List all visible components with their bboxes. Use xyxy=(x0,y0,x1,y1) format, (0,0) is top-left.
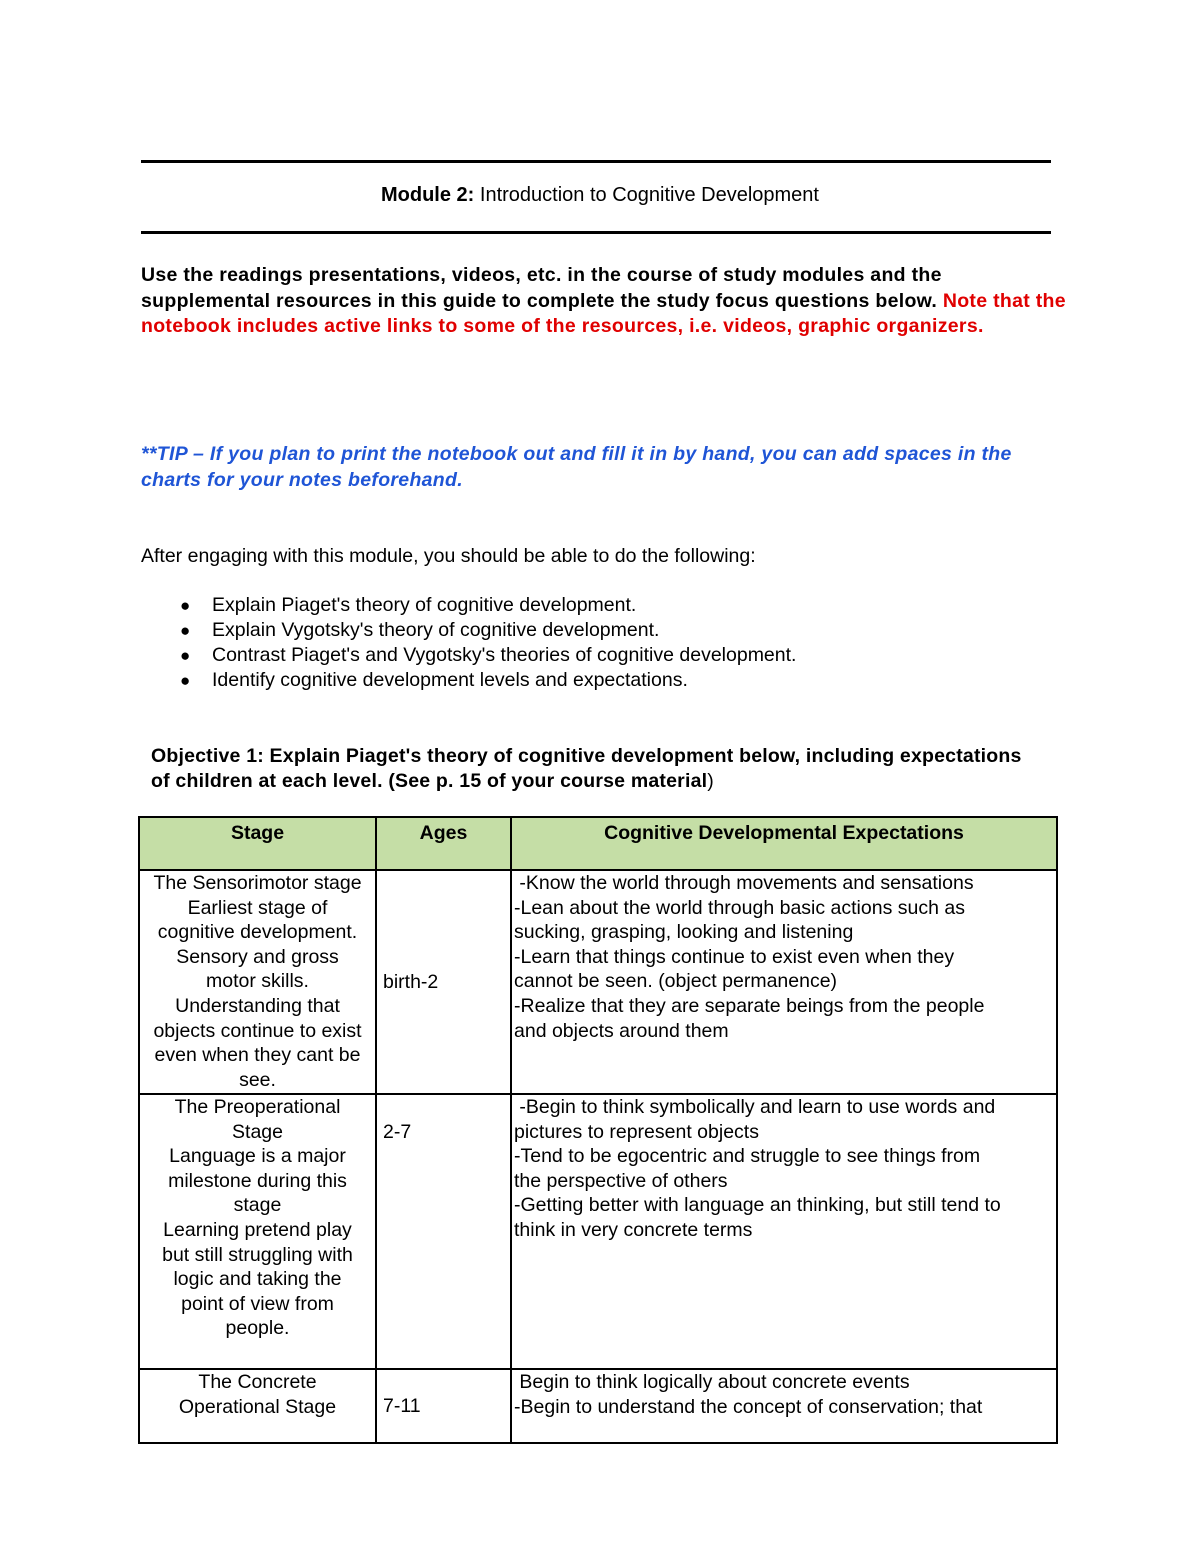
text-line: logic and taking the xyxy=(173,1268,342,1291)
objective-text: Contrast Piaget's and Vygotsky's theories of cognitive development. xyxy=(212,644,797,666)
stage-cell xyxy=(139,870,376,1094)
text-line: but still struggling with xyxy=(162,1243,353,1266)
objective-text: Identify cognitive development levels and expectations. xyxy=(212,669,688,691)
text-line: objects continue to exist xyxy=(153,1019,362,1042)
header-expectations: Cognitive Developmental Expectations xyxy=(511,817,1057,870)
expectations-cell xyxy=(511,1094,1057,1369)
text-line: -Begin to understand the concept of conservation; that xyxy=(514,1395,983,1418)
objective-text: Explain Piaget's theory of cognitive development. xyxy=(212,594,637,616)
expectations-text xyxy=(514,1095,1054,1243)
expectations-cell xyxy=(511,870,1057,1094)
text-line: The Preoperational xyxy=(174,1096,341,1118)
bottom-divider xyxy=(141,231,1051,234)
bullet-dot-icon: ● xyxy=(180,621,191,640)
text-line: the perspective of others xyxy=(514,1169,728,1192)
text-line: stage xyxy=(233,1194,282,1217)
text-line: -Realize that they are separate beings from the people xyxy=(514,994,985,1017)
header-stage: Stage xyxy=(139,817,376,870)
objectives-list xyxy=(141,593,796,693)
after-engaging-text: After engaging with this module, you should be able to do the following: xyxy=(141,545,756,567)
header-ages: Ages xyxy=(376,817,511,870)
bullet-dot-icon: ● xyxy=(180,671,191,690)
table-header-row xyxy=(139,817,1057,870)
text-line: point of view from xyxy=(181,1292,334,1315)
text-line: Language is a major xyxy=(169,1145,346,1168)
text-line: motor skills. xyxy=(206,970,309,993)
ages-cell: 2-7 xyxy=(376,1094,511,1369)
piaget-stages-table xyxy=(138,816,1058,1444)
text-line: cannot be seen. (object permanence) xyxy=(514,970,838,993)
text-line: even when they cant be xyxy=(154,1044,361,1067)
stage-cell xyxy=(139,1094,376,1369)
text-line: milestone during this xyxy=(168,1169,347,1192)
objective-1-text: Objective 1: Explain Piaget's theory of cognitive development below, including expectations of children at each level. (See p. 15 of your course material xyxy=(151,745,1022,792)
expectations-cell xyxy=(511,1369,1057,1443)
tip-paragraph: **TIP – If you plan to print the notebook out and fill it in by hand, you can add spaces in the charts for your notes beforehand. xyxy=(141,443,1012,491)
expectations-text xyxy=(514,1370,1054,1419)
table-row xyxy=(139,870,1057,1094)
expectations-text xyxy=(514,871,1054,1043)
text-line: see. xyxy=(239,1068,276,1091)
table-row xyxy=(139,1094,1057,1369)
text-line: Earliest stage of xyxy=(187,896,328,919)
text-line: -Getting better with language an thinking, but still tend to xyxy=(514,1194,1001,1217)
text-line: people. xyxy=(225,1317,290,1340)
stage-text xyxy=(140,1095,375,1341)
text-line: Operational Stage xyxy=(178,1395,337,1418)
intro-note: Note that the notebook includes active links to some of the resources, i.e. videos, graphic organizers. xyxy=(141,289,1066,337)
text-line: Understanding that xyxy=(175,994,340,1017)
table-row xyxy=(139,1369,1057,1443)
module-label: Module 2: xyxy=(381,184,475,206)
list-item xyxy=(141,643,796,668)
text-line: think in very concrete terms xyxy=(514,1218,753,1241)
text-line: -Know the world through movements and sensations xyxy=(514,872,974,894)
text-line: cognitive development. xyxy=(157,921,358,944)
text-line: -Begin to think symbolically and learn to use words and xyxy=(514,1096,996,1118)
objective-1-heading xyxy=(151,744,1031,794)
list-item xyxy=(141,593,796,618)
text-line: Learning pretend play xyxy=(163,1218,352,1241)
text-line: pictures to represent objects xyxy=(514,1120,759,1143)
list-item xyxy=(141,668,796,693)
text-line: Begin to think logically about concrete events xyxy=(514,1371,910,1393)
stage-cell xyxy=(139,1369,376,1443)
bullet-dot-icon: ● xyxy=(180,596,191,615)
text-line: and objects around them xyxy=(514,1019,729,1042)
module-title xyxy=(0,184,1200,207)
list-item xyxy=(141,618,796,643)
intro-paragraph xyxy=(141,263,1071,340)
stage-text xyxy=(140,871,375,1092)
module-title-text: Introduction to Cognitive Development xyxy=(474,184,819,206)
bullet-dot-icon: ● xyxy=(180,646,191,665)
text-line: The Sensorimotor stage xyxy=(153,872,362,894)
text-line: Sensory and gross xyxy=(176,945,339,968)
top-divider xyxy=(141,160,1051,163)
intro-text: Use the readings presentations, videos, etc. in the course of study modules and the supplemental resources in this guide to complete the study focus questions below. xyxy=(141,264,943,312)
stage-text xyxy=(140,1370,375,1419)
text-line: -Learn that things continue to exist even when they xyxy=(514,945,955,968)
text-line: The Concrete xyxy=(198,1371,317,1393)
text-line: sucking, grasping, looking and listening xyxy=(514,921,854,944)
text-line: Stage xyxy=(232,1120,283,1143)
objective-text: Explain Vygotsky's theory of cognitive development. xyxy=(212,619,660,641)
ages-cell: 7-11 xyxy=(376,1369,511,1443)
text-line: -Tend to be egocentric and struggle to see things from xyxy=(514,1145,981,1168)
ages-cell: birth-2 xyxy=(376,870,511,1094)
text-line: -Lean about the world through basic actions such as xyxy=(514,896,965,919)
objective-1-tail: ) xyxy=(707,770,714,792)
